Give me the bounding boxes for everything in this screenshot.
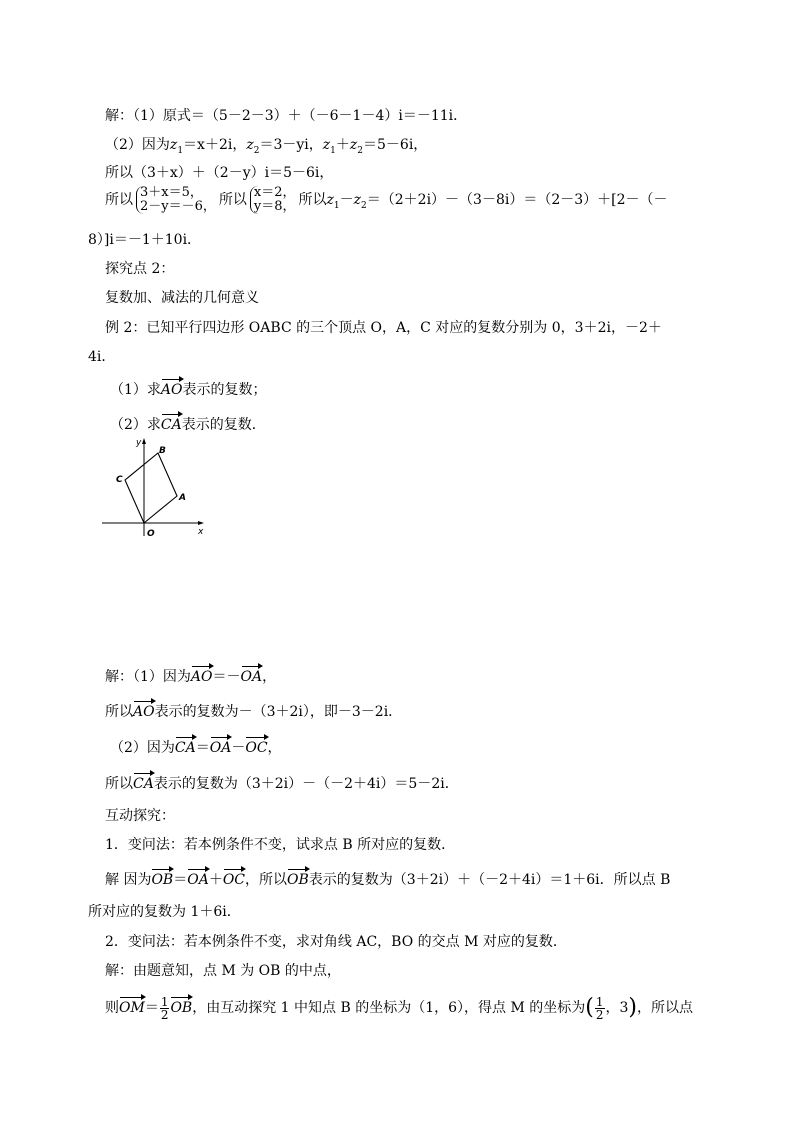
variant-1-answer-cont: 所对应的复数为 1＋6i． xyxy=(88,904,241,920)
y-axis-arrow xyxy=(142,438,146,444)
vector-OM: OM xyxy=(119,994,145,1018)
vector-CA: CA xyxy=(133,770,154,794)
vector-CA: CA xyxy=(161,411,182,435)
variant-2: 2．变问法：若本例条件不变，求对角线 AC，BO 的交点 M 对应的复数． xyxy=(105,934,567,950)
vector-OB: OB xyxy=(287,866,309,890)
variant-1: 1．变问法：若本例条件不变，试求点 B 所对应的复数． xyxy=(105,837,456,853)
vector-AO: AO xyxy=(133,698,155,722)
section-subtitle: 复数加、减法的几何意义 xyxy=(105,290,259,306)
solution-line-4: 所以 3＋x＝5， 2－y＝－6， 所以 x＝2， y＝8， 所以$z_1-z_2=(2+2i)-(3-8i)=(2-3)+[2-(-$ xyxy=(105,185,668,214)
solution2-line-3: （2）因为CA＝OA－OC， xyxy=(110,734,282,758)
equation-system-1: 3＋x＝5， 2－y＝－6， xyxy=(136,186,216,214)
example-2-line-1: 例 2：已知平行四边形 OABC 的三个顶点 O，A，C 对应的复数分别为 0，3＋2i，－2＋ xyxy=(105,320,662,336)
solution-line-1: 解：（1）原式＝（5－2－3）＋（－6－1－4）i＝－11i． xyxy=(105,108,468,124)
label-O: O xyxy=(147,529,155,539)
vector-AO: AO xyxy=(191,663,213,687)
fraction-one-half: $\frac{1}{2}$ xyxy=(160,994,169,1022)
parallelogram-figure xyxy=(100,436,210,541)
example-2-line-2: 4i． xyxy=(88,349,116,365)
x-axis-arrow xyxy=(198,521,204,525)
label-B: B xyxy=(159,446,166,456)
solution2-line-2: 所以AO表示的复数为－（3＋2i），即－3－2i． xyxy=(105,698,402,722)
vector-OA: OA xyxy=(241,663,263,687)
question-1: （1）求AO表示的复数； xyxy=(110,376,267,400)
parallelogram-OABC xyxy=(125,453,177,523)
label-y: y xyxy=(136,438,142,448)
equation-system-2: x＝2， y＝8， xyxy=(250,186,296,214)
label-C: C xyxy=(116,475,123,485)
label-A: A xyxy=(179,493,186,503)
solution-line-5: 8）]i＝－1＋10i． xyxy=(88,232,202,248)
solution-line-3: 所以（3＋x）＋（2－y）i＝5－6i， xyxy=(105,165,334,181)
solution2-line-1: 解：（1）因为AO＝－OA， xyxy=(105,663,276,687)
solution2-line-4: 所以CA表示的复数为（3＋2i）－（－2＋4i）＝5－2i． xyxy=(105,770,459,794)
interactive-title: 互动探究： xyxy=(105,808,175,824)
vector-CA: CA xyxy=(175,734,196,758)
variant-1-answer: 解 因为OB＝OA＋OC，所以OB表示的复数为（3＋2i）＋（－2＋4i）＝1＋6i．所以点 B xyxy=(105,866,670,890)
question-2: （2）求CA表示的复数． xyxy=(110,411,266,435)
vector-OC: OC xyxy=(223,866,245,890)
fraction-one-half: $\frac{1}{2}$ xyxy=(595,994,604,1022)
label-x: x xyxy=(198,527,204,537)
variant-2-answer-1: 解：由题意知，点 M 为 OB 的中点， xyxy=(105,963,341,979)
vector-OB: OB xyxy=(170,994,192,1018)
vector-OC: OC xyxy=(245,734,267,758)
vector-OA: OA xyxy=(210,734,232,758)
vector-OB: OB xyxy=(151,866,173,890)
variant-2-answer-2: 则OM＝ $\frac{1}{2}$ OB，由互动探究 1 中知点 B 的坐标为（1，6），得点 M 的坐标为( $\frac{1}{2}$ ，3)，所以点 xyxy=(105,994,694,1022)
vector-OA: OA xyxy=(187,866,209,890)
solution-line-2: （2）因为$z_1=x+2i$，$z_2=3-yi$，$z_1+z_2=5-6i$， xyxy=(105,137,428,156)
section-title: 探究点 2： xyxy=(105,261,175,277)
vector-AO: AO xyxy=(161,376,183,400)
